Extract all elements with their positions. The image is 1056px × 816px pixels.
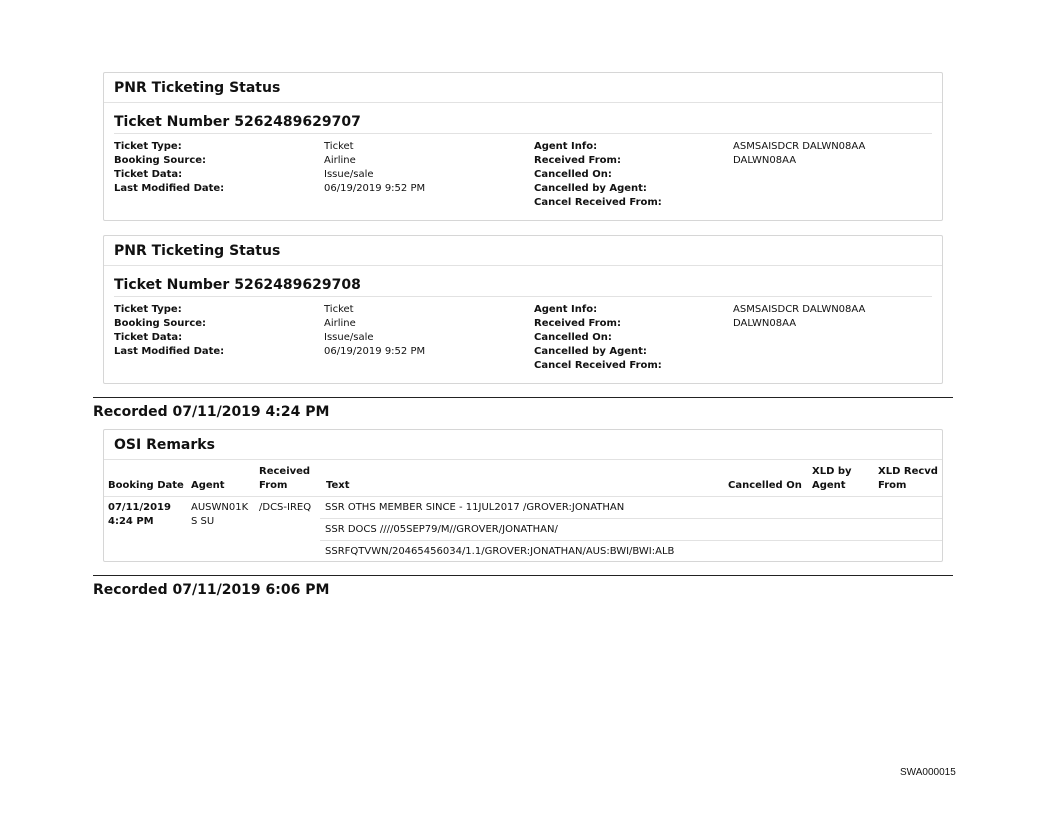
row-agent-1: AUSWN01K [191, 502, 249, 513]
osi-remarks-card [103, 429, 943, 562]
section-title: PNR Ticketing Status [104, 73, 942, 103]
text-line-3: SSRFQTVWN/20465456034/1.1/GROVER:JONATHAN/AUS:BWI/BWI:ALB [320, 540, 942, 562]
received-from-value: DALWN08AA [733, 155, 797, 166]
booking-source-value: Airline [324, 318, 356, 329]
cancelled-on-value [733, 331, 865, 345]
ticket-type-value: Ticket [324, 304, 354, 315]
agent-info-value: ASMSAISDCR DALWN08AA [733, 304, 866, 315]
text-line-1: SSR OTHS MEMBER SINCE - 11JUL2017 /GROVER:JONATHAN [325, 502, 625, 513]
cancelled-by-agent-label: Cancelled by Agent: [534, 346, 647, 357]
ticket-card-2 [103, 235, 943, 384]
cancel-received-from-label: Cancel Received From: [534, 197, 662, 208]
row-received-from: /DCS-IREQ [259, 502, 312, 513]
last-modified-value: 06/19/2019 9:52 PM [324, 183, 426, 194]
booking-source-value: Airline [324, 155, 356, 166]
section-title: PNR Ticketing Status [104, 236, 942, 266]
header-xld-recvd-2: From [878, 480, 907, 491]
table-row [104, 496, 942, 561]
agent-info-label: Agent Info: [534, 304, 598, 315]
cancel-received-from-value [733, 196, 865, 210]
cancelled-on-value [733, 168, 865, 182]
osi-table-header [104, 460, 942, 496]
recorded-heading-1: Recorded 07/11/2019 4:24 PM [93, 397, 953, 420]
row-agent-2: S SU [191, 516, 215, 527]
header-agent: Agent [191, 480, 225, 491]
cancel-received-from-value [733, 359, 865, 373]
last-modified-label: Last Modified Date: [114, 346, 225, 357]
osi-title: OSI Remarks [104, 430, 942, 460]
last-modified-value: 06/19/2019 9:52 PM [324, 346, 426, 357]
header-received-from-1: Received [259, 466, 311, 477]
recorded-heading-2: Recorded 07/11/2019 6:06 PM [93, 575, 953, 598]
ticket-number: Ticket Number 5262489629707 [114, 103, 932, 134]
header-xld-by-2: Agent [812, 480, 846, 491]
ticket-type-label: Ticket Type: [114, 141, 182, 152]
bates-number: SWA000015 [900, 767, 956, 778]
ticket-number: Ticket Number 5262489629708 [114, 266, 932, 297]
cancelled-by-agent-value [733, 182, 865, 196]
agent-info-value: ASMSAISDCR DALWN08AA [733, 141, 866, 152]
ticket-info [104, 134, 942, 220]
row-booking-date-1: 07/11/2019 [108, 502, 171, 513]
header-xld-recvd-1: XLD Recvd [878, 466, 938, 477]
ticket-card-1 [103, 72, 943, 221]
header-text: Text [326, 480, 350, 491]
received-from-label: Received From: [534, 155, 621, 166]
booking-source-label: Booking Source: [114, 318, 207, 329]
ticket-info [104, 297, 942, 383]
row-booking-date-2: 4:24 PM [108, 516, 154, 527]
last-modified-label: Last Modified Date: [114, 183, 225, 194]
cancelled-on-label: Cancelled On: [534, 332, 612, 343]
ticket-type-value: Ticket [324, 141, 354, 152]
header-booking-date: Booking Date [108, 480, 184, 491]
ticket-data-label: Ticket Data: [114, 332, 183, 343]
ticket-data-label: Ticket Data: [114, 169, 183, 180]
header-received-from-2: From [259, 480, 288, 491]
text-line-2: SSR DOCS ////05SEP79/M//GROVER/JONATHAN/ [320, 518, 942, 540]
received-from-value: DALWN08AA [733, 318, 797, 329]
cancelled-on-label: Cancelled On: [534, 169, 612, 180]
agent-info-label: Agent Info: [534, 141, 598, 152]
ticket-data-value: Issue/sale [324, 332, 374, 343]
cancelled-by-agent-value [733, 345, 865, 359]
ticket-type-label: Ticket Type: [114, 304, 182, 315]
header-xld-by-1: XLD by [812, 466, 852, 477]
booking-source-label: Booking Source: [114, 155, 207, 166]
received-from-label: Received From: [534, 318, 621, 329]
cancelled-by-agent-label: Cancelled by Agent: [534, 183, 647, 194]
ticket-data-value: Issue/sale [324, 169, 374, 180]
cancel-received-from-label: Cancel Received From: [534, 360, 662, 371]
header-cancelled-on: Cancelled On [728, 480, 802, 491]
